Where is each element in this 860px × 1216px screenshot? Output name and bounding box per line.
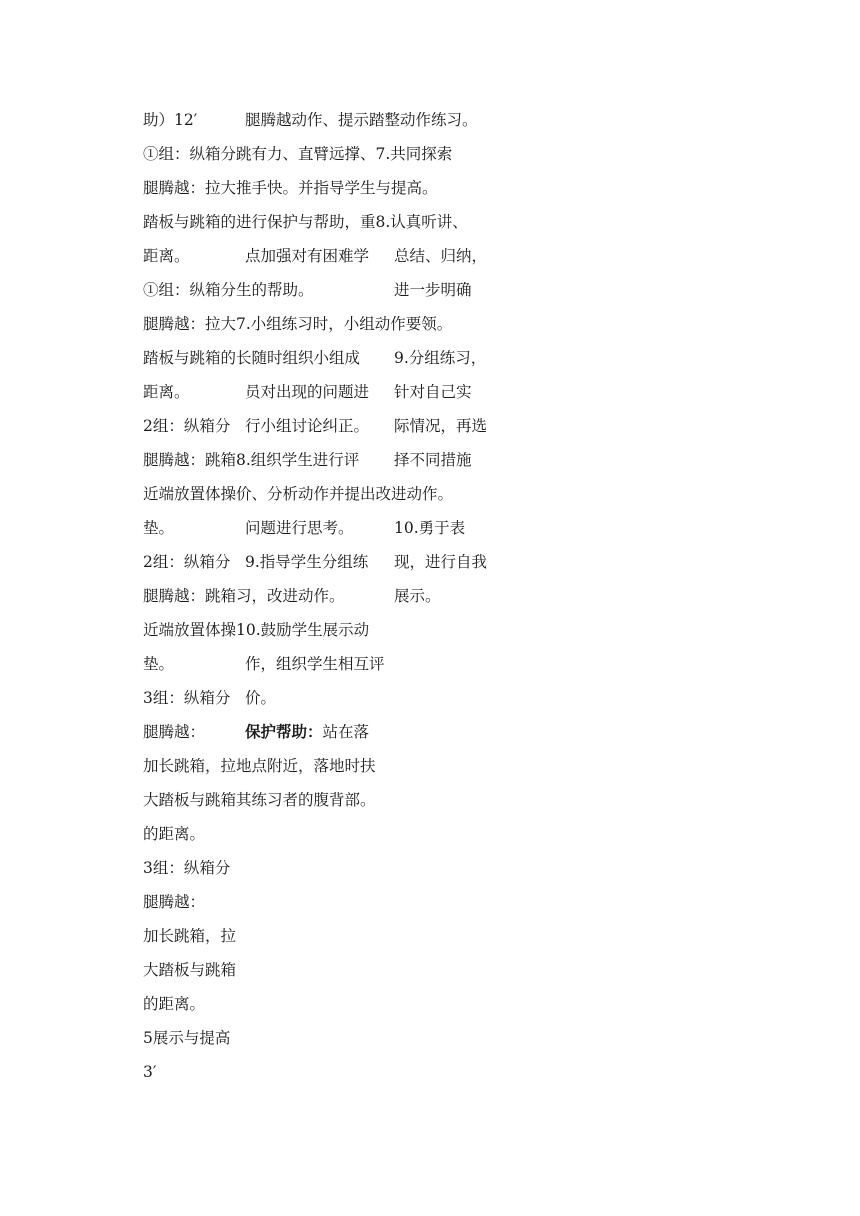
- line-col-2: 点加强对有困难学: [245, 247, 370, 265]
- text-line-26: [0, 953, 860, 987]
- line-col-1: 垫。: [143, 519, 175, 537]
- line-col-3: 择不同措施: [394, 451, 472, 469]
- text-line-29: [0, 1055, 860, 1089]
- text-line-15: [0, 579, 860, 613]
- text-line-9: [0, 375, 860, 409]
- line-col-1: 2组：纵箱分: [143, 417, 231, 435]
- line-col-1: 3′: [143, 1063, 157, 1081]
- line-col-1: 腿腾越：跳箱习，改进动作。: [143, 587, 345, 605]
- line-col-1: 腿腾越：跳箱8.组织学生进行评: [143, 451, 360, 469]
- line-col-1: 近端放置体操价、分析动作并提出改进动作。: [143, 485, 454, 503]
- line-col-1: ①组：纵箱分跳有力、直臂远撑、7.共同探索: [143, 145, 453, 163]
- text-line-8: [0, 341, 860, 375]
- line-col-3: 针对自己实: [394, 383, 472, 401]
- text-line-10: [0, 409, 860, 443]
- text-line-7: [0, 307, 860, 341]
- line-col-1: 踏板与跳箱的长随时组织小组成: [143, 349, 361, 367]
- text-line-14: [0, 545, 860, 579]
- line-col-1: 近端放置体操10.鼓励学生展示动: [143, 621, 370, 639]
- text-line-11: [0, 443, 860, 477]
- text-line-20: [0, 749, 860, 783]
- line-col-1: 腿腾越：拉大推手快。并指导学生与提高。: [143, 179, 438, 197]
- bold-label: 保护帮助：: [245, 722, 323, 741]
- line-col-1: ①组：纵箱分生的帮助。: [143, 281, 314, 299]
- line-col-1: 的距离。: [143, 995, 206, 1013]
- text-line-16: [0, 613, 860, 647]
- line-col-1: 3组：纵箱分: [143, 689, 231, 707]
- line-col-1: 踏板与跳箱的进行保护与帮助，重8.认真听讲、: [143, 213, 468, 231]
- line-col-3: 10.勇于表: [394, 519, 466, 537]
- line-col-2: 作，组织学生相互评: [245, 655, 385, 673]
- line-col-2: 9.指导学生分组练: [245, 553, 369, 571]
- line-col-1: 5展示与提高: [143, 1029, 231, 1047]
- line-col-1: 大踏板与跳箱其练习者的腹背部。: [143, 791, 376, 809]
- text-line-23: [0, 851, 860, 885]
- text-line-1: [0, 103, 860, 137]
- line-col-1: 的距离。: [143, 825, 206, 843]
- line-col-3: 展示。: [394, 587, 441, 605]
- line-col-2-group: [245, 715, 369, 749]
- text-line-4: [0, 205, 860, 239]
- line-col-3: 际情况，再选: [394, 417, 488, 435]
- text-line-5: [0, 239, 860, 273]
- line-col-1: 加长跳箱，拉地点附近，落地时扶: [143, 757, 376, 775]
- line-col-2: 问题进行思考。: [245, 519, 354, 537]
- text-line-21: [0, 783, 860, 817]
- text-line-27: [0, 987, 860, 1021]
- text-line-17: [0, 647, 860, 681]
- text-line-19: [0, 715, 860, 749]
- text-line-24: [0, 885, 860, 919]
- line-col-3: 现，进行自我: [394, 553, 488, 571]
- line-col-1: 大踏板与跳箱: [143, 961, 237, 979]
- line-col-2: 行小组讨论纠正。: [245, 417, 370, 435]
- text-line-22: [0, 817, 860, 851]
- line-col-1: 垫。: [143, 655, 175, 673]
- line-col-2: 员对出现的问题进: [245, 383, 370, 401]
- line-col-1: 距离。: [143, 383, 190, 401]
- line-col-1: 3组：纵箱分: [143, 859, 231, 877]
- line-col-1: 距离。: [143, 247, 190, 265]
- text-line-28: [0, 1021, 860, 1055]
- text-line-6: [0, 273, 860, 307]
- line-col-1: 加长跳箱，拉: [143, 927, 237, 945]
- line-col-2: 腿腾越动作、提示踏整动作练习。: [245, 111, 478, 129]
- line-col-2: 站在落: [322, 723, 370, 741]
- line-col-3: 9.分组练习，: [394, 349, 487, 367]
- line-col-1: 腿腾越：: [143, 723, 206, 741]
- line-col-1: 腿腾越：: [143, 893, 206, 911]
- line-col-1: 2组：纵箱分: [143, 553, 231, 571]
- line-col-2: 价。: [245, 689, 277, 707]
- text-line-18: [0, 681, 860, 715]
- line-col-3: 总结、归纳，: [394, 247, 488, 265]
- text-line-25: [0, 919, 860, 953]
- text-line-12: [0, 477, 860, 511]
- text-line-13: [0, 511, 860, 545]
- text-line-3: [0, 171, 860, 205]
- line-col-1: 腿腾越：拉大7.小组练习时，小组动作要领。: [143, 315, 453, 333]
- line-col-1: 助）12′: [143, 111, 198, 129]
- text-line-2: [0, 137, 860, 171]
- line-col-3: 进一步明确: [394, 281, 472, 299]
